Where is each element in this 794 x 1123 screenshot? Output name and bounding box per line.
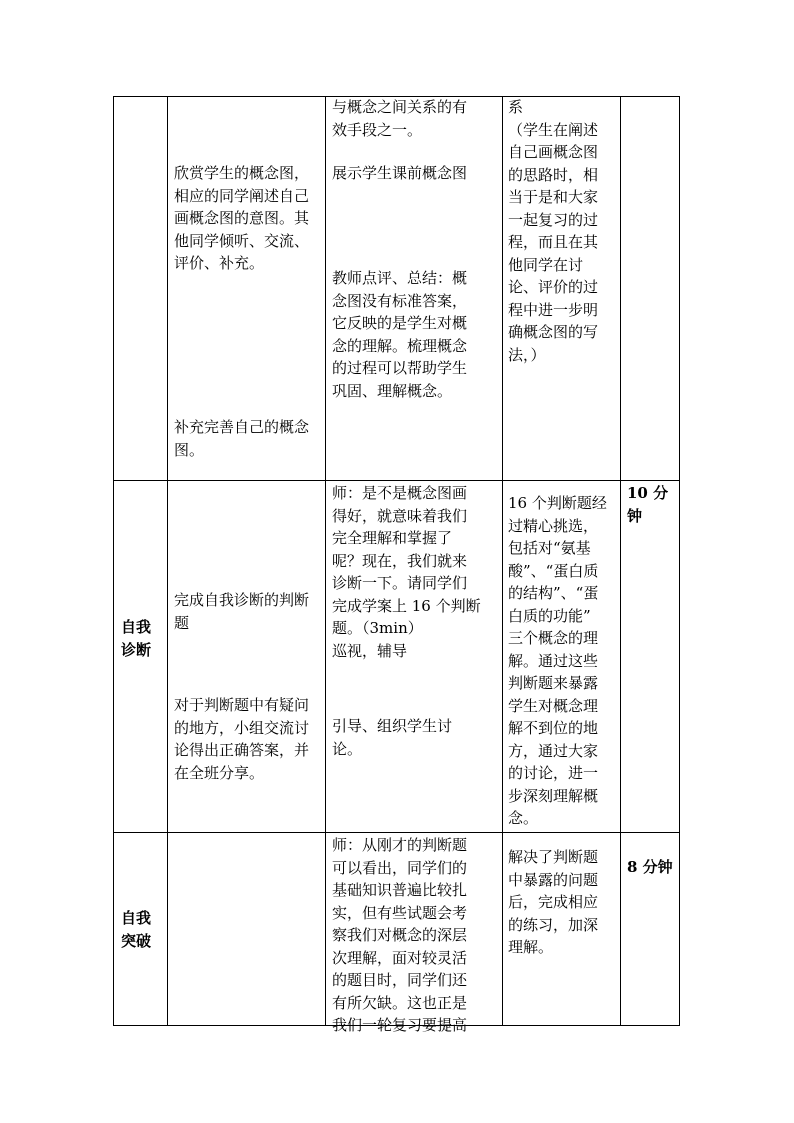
student-activity: 补充完善自己的概念 图。	[174, 418, 310, 459]
table-border	[113, 832, 680, 833]
design-intent: 系 （学生在阐述 自己画概念图 的思路时，相 当于是和大家 一起复习的过 程，而且在其 他同学在讨 论、评价的过 程中进一步明 确概念图的写 法，）	[508, 98, 599, 364]
time-allocation: 8 分钟	[627, 858, 673, 876]
teacher-activity: 与概念之间关系的有 效手段之一。	[332, 98, 468, 139]
teacher-activity: 教师点评、总结：概 念图没有标准答案， 它反映的是学生对概 念的理解。梳理概念 的过程可以帮助学生 巩固、理解概念。	[332, 269, 468, 400]
design-intent: 16 个判断题经 过精心挑选， 包括对“氨基 酸”、“蛋白质 的结构”、“蛋 白质的功能” 三个概念的理 解。通过这些 判断题来暴露 学生对概念理 解不到位的地 方，通过大家 的讨论，进一 步深刻理解概 念。	[508, 494, 607, 827]
table-border	[113, 96, 114, 1026]
student-activity: 完成自我诊断的判断 题	[174, 591, 310, 632]
student-activity: 欣赏学生的概念图， 相应的同学阐述自己 画概念图的意图。其 他同学倾听、交流、 评价、补充。	[174, 164, 310, 272]
teacher-activity: 引导、组织学生讨 论。	[332, 717, 453, 758]
table-border	[325, 96, 326, 1026]
section-label: 自我 诊断	[121, 618, 152, 659]
section-label: 自我 突破	[121, 909, 152, 950]
teacher-activity: 师：是不是概念图画 得好，就意味着我们 完全理解和掌握了 呢？现在，我们就来 诊断一下。请同学们 完成学案上 16 个判断 题。（3min） 巡视，辅导	[332, 484, 481, 660]
lesson-plan-table	[113, 96, 680, 1034]
table-border	[113, 480, 680, 481]
table-border	[502, 96, 503, 1026]
table-border	[167, 96, 168, 1026]
time-allocation: 10 分 钟	[627, 484, 669, 525]
student-activity: 对于判断题中有疑问 的地方，小组交流讨 论得出正确答案，并 在全班分享。	[174, 696, 310, 782]
table-border	[679, 96, 680, 1026]
teacher-activity: 展示学生课前概念图	[332, 164, 468, 182]
design-intent: 解决了判断题 中暴露的问题 后，完成相应 的练习，加深 理解。	[508, 848, 599, 956]
teacher-activity: 师：从刚才的判断题 可以看出，同学们的 基础知识普遍比较扎 实，但有些试题会考 察我们对概念的深层 次理解，面对较灵活 的题目时，同学们还 有所欠缺。这也正是 我们一轮复习要提高	[332, 836, 468, 1034]
table-border	[620, 96, 621, 1026]
